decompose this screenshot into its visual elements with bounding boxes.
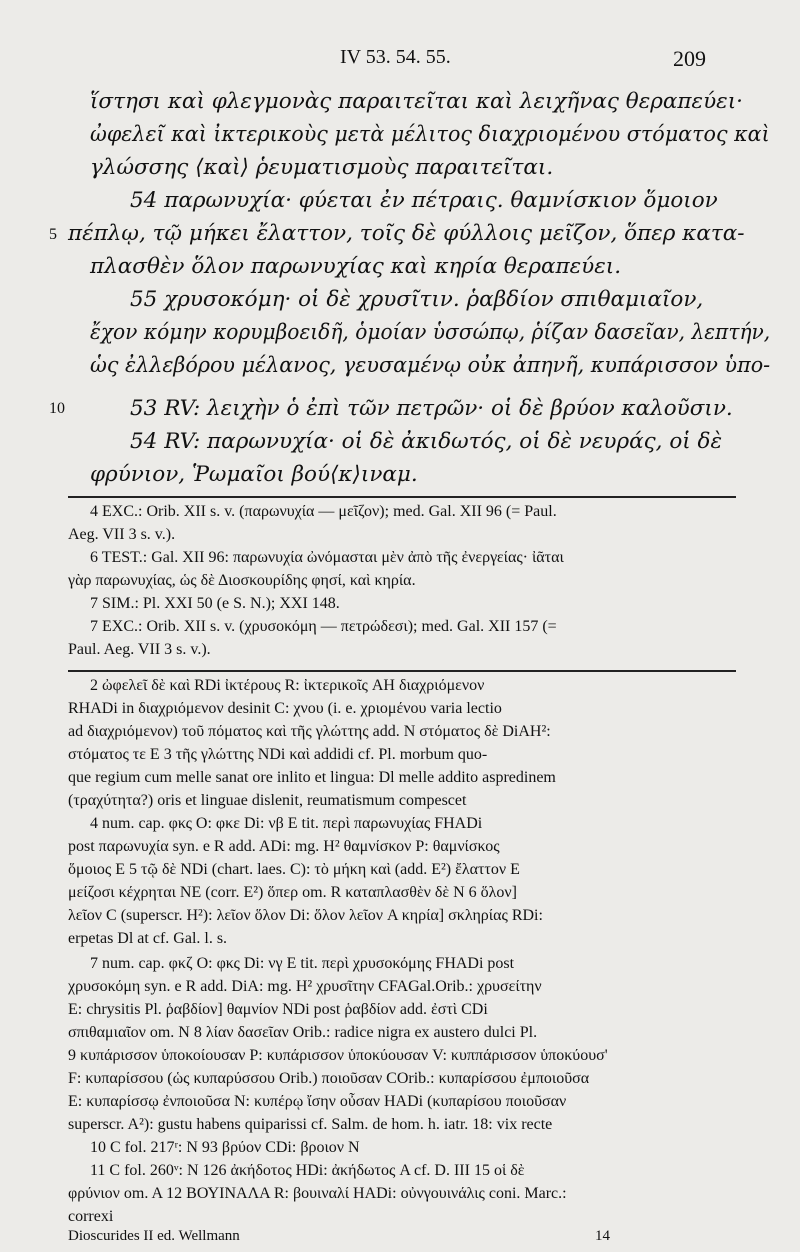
line-number: 5 (49, 226, 57, 243)
apparatus-line: 9 κυπάρισσον ὑποκοίουσαν P: κυπάρισσον ὑποκύουσαν V: κυππάρισσον ὑποκύουσ' (68, 1047, 608, 1064)
sheet-number: 14 (595, 1228, 610, 1244)
text-line: ἵστησι καὶ φλεγμονὰς παραιτεῖται καὶ λειχῆνας θεραπεύει· (90, 89, 743, 114)
apparatus-line: correxi (68, 1208, 114, 1225)
apparatus-line: ad διαχριόμενον) τοῦ πόματος καὶ τῆς γλώττης add. N στόματος δὲ DiAH²: (68, 723, 551, 740)
apparatus-line: E: chrysitis Pl. ῥαβδίον] θαμνίον NDi post ῥαβδίον add. ἐστὶ CDi (68, 1001, 488, 1018)
running-header: IV 53. 54. 55. (340, 46, 451, 68)
apparatus-line: F: κυπαρίσσου (ὡς κυπαρύσσου Orib.) ποιοῦσαν COrib.: κυπαρίσσου ἐμποιοῦσα (68, 1070, 590, 1087)
apparatus-line: erpetas Dl at cf. Gal. l. s. (68, 930, 228, 947)
page-number: 209 (673, 46, 706, 71)
apparatus-line: E: κυπαρίσσῳ ἐνποιοῦσα N: κυπέρῳ ἴσην οὖσαν HADi (κυπαρίσου ποιοῦσαν (68, 1093, 567, 1110)
testimonia-line: Aeg. VII 3 s. v.). (68, 526, 176, 543)
apparatus-line: 11 C fol. 260ᵛ: N 126 ἀκήδοτος HDi: ἀκήδωτος A cf. D. III 15 οἱ δὲ (90, 1162, 525, 1179)
text-line: φρύνιον, Ῥωμαῖοι βού⟨κ⟩ιναμ. (90, 462, 418, 487)
apparatus-line: μείζοσι κέχρηται NE (corr. E²) ὅπερ om. R καταπλασθὲν δὲ N 6 ὅλον] (68, 884, 517, 901)
apparatus-line: 2 ὠφελεῖ δὲ καὶ RDi ἰκτέρους R: ἰκτερικοῖς AH διαχριόμενον (90, 677, 485, 694)
apparatus-line: στόματος τε E 3 τῆς γλώττης NDi καὶ addidi cf. Pl. morbum quo- (68, 746, 488, 763)
text-line: πλασθὲν ὅλον παρωνυχίας καὶ κηρία θεραπεύει. (90, 254, 622, 279)
apparatus-line: ὅμοιος E 5 τῷ δὲ NDi (chart. laes. C): τὸ μήκη καὶ (add. E²) ἔλαττον E (68, 861, 520, 878)
testimonia-line: 4 EXC.: Orib. XII s. v. (παρωνυχία — μεῖζον); med. Gal. XII 96 (= Paul. (90, 503, 557, 520)
text-line: ἔχον κόμην κορυμβοειδῆ, ὁμοίαν ὑσσώπῳ, ῥίζαν δασεῖαν, λεπτήν, (90, 320, 771, 345)
testimonia-line: Paul. Aeg. VII 3 s. v.). (68, 641, 211, 658)
apparatus-line: 4 num. cap. φκς O: φκε Di: νβ E tit. περὶ παρωνυχίας FHADi (90, 815, 483, 832)
text-line: 55 χρυσοκόμη· οἱ δὲ χρυσῖτιν. ῥαβδίον σπιθαμιαῖον, (130, 287, 704, 312)
text-line: 53 RV: λειχὴν ὁ ἐπὶ τῶν πετρῶν· οἱ δὲ βρύον καλοῦσιν. (130, 396, 733, 421)
testimonia-line: 6 TEST.: Gal. XII 96: παρωνυχία ὠνόμασται μὲν ἀπὸ τῆς ἐνεργείας· ἰᾶται (90, 549, 564, 566)
text-line: ὠφελεῖ καὶ ἰκτερικοὺς μετὰ μέλιτος διαχριομένου στόματος καὶ (90, 122, 770, 147)
testimonia-line: γὰρ παρωνυχίας, ὡς δὲ Διοσκουρίδης φησί, καὶ κηρία. (68, 572, 416, 589)
text-line: 54 παρωνυχία· φύεται ἐν πέτραις. θαμνίσκιον ὅμοιον (130, 188, 718, 213)
apparatus-line: χρυσοκόμη syn. e R add. DiA: mg. H² χρυσῖτην CFAGal.Orib.: χρυσείτην (68, 978, 542, 995)
apparatus-line: λεῖον C (superscr. H²): λεῖον ὅλον Di: ὅλον λεῖον A κηρία] σκληρίας RDi: (68, 907, 543, 924)
testimonia-line: 7 EXC.: Orib. XII s. v. (χρυσοκόμη — πετρώδεσι); med. Gal. XII 157 (= (90, 618, 557, 635)
apparatus-line: post παρωνυχία syn. e R add. ADi: mg. H² θαμνίσκον P: θαμνίσκος (68, 838, 500, 855)
apparatus-line: 7 num. cap. φκζ O: φκς Di: νγ E tit. περὶ χρυσοκόμης FHADi post (90, 955, 515, 972)
apparatus-line: que regium cum melle sanat ore inlito et lingua: Dl melle addito aspredinem (68, 769, 556, 786)
apparatus-line: superscr. A²): gustu habens quiparissi cf. Salm. de hom. h. iatr. 18: vix recte (68, 1116, 553, 1133)
signature-line: Dioscurides II ed. Wellmann (68, 1228, 240, 1244)
apparatus-line: φρύνιον om. A 12 ΒΟΥΙΝΑΛΑ R: βουιναλί HADi: οὐνγουινάλις coni. Marc.: (68, 1185, 567, 1202)
apparatus-line: 10 C fol. 217ʳ: N 93 βρύον CDi: βροιον N (90, 1139, 360, 1156)
apparatus-line: (τραχύτητα?) oris et linguae dislenit, reumatismum compescet (68, 792, 467, 809)
text-line: γλώσσης ⟨καὶ⟩ ῥευματισμοὺς παραιτεῖται. (90, 155, 554, 180)
text-line: 54 RV: παρωνυχία· οἱ δὲ ἀκιδωτός, οἱ δὲ νευράς, οἱ δὲ (130, 429, 723, 454)
apparatus-line: RHADi in διαχριόμενον desinit C: χνου (i. e. χριομένου varia lectio (68, 700, 502, 717)
text-line: πέπλῳ, τῷ μήκει ἔλαττον, τοῖς δὲ φύλλοις μεῖζον, ὅπερ κατα- (68, 221, 745, 246)
line-number: 10 (49, 400, 65, 417)
testimonia-line: 7 SIM.: Pl. XXI 50 (e S. N.); XXI 148. (90, 595, 340, 612)
separator-rule (68, 670, 736, 672)
apparatus-line: σπιθαμιαῖον om. N 8 λίαν δασεῖαν Orib.: radice nigra ex austero dulci Pl. (68, 1024, 538, 1041)
separator-rule (68, 496, 736, 498)
text-line: ὡς ἐλλεβόρου μέλανος, γευσαμένῳ οὐκ ἀπηνῆ, κυπάρισσον ὑπο- (90, 353, 771, 378)
